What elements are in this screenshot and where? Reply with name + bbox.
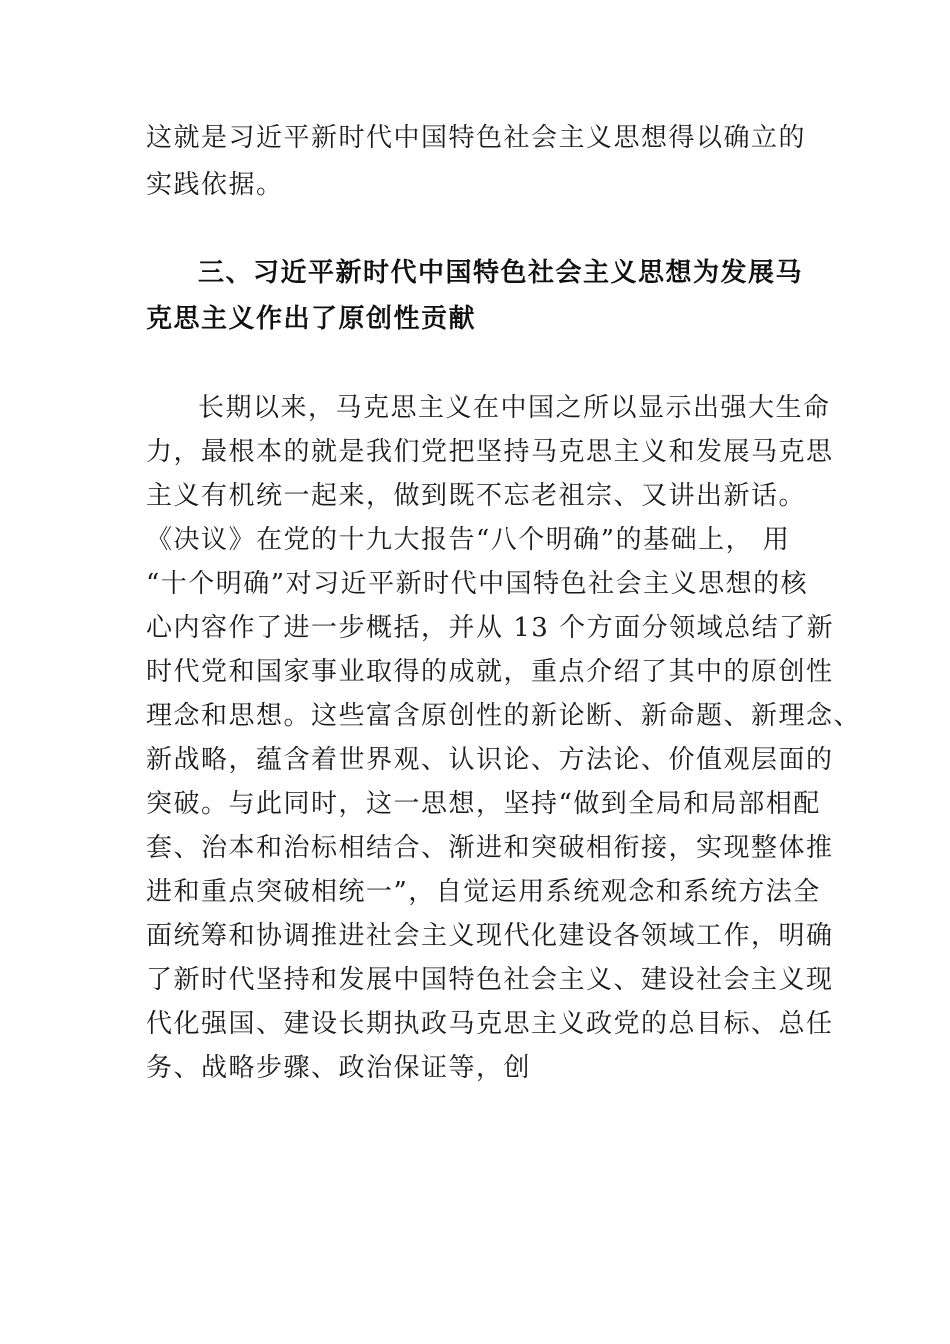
body-line-6: 心内容作了进一步概括，并从 13 个方面分领域总结了新 <box>146 613 835 643</box>
body-line-14: 了新时代坚持和发展中国特色社会主义、建设社会主义现 <box>146 965 834 995</box>
body-line-2: 力，最根本的就是我们党把坚持马克思主义和发展马克思 <box>146 437 834 467</box>
intro-line-1: 这就是习近平新时代中国特色社会主义思想得以确立的 <box>146 123 807 153</box>
body-line-8: 理念和思想。这些富含原创性的新论断、新命题、新理念、 <box>146 701 862 731</box>
body-line-7: 时代党和国家事业取得的成就，重点介绍了其中的原创性 <box>146 657 834 687</box>
body-line-13: 面统筹和协调推进社会主义现代化建设各领域工作，明确 <box>146 921 834 951</box>
body-line-10: 突破。与此同时，这一思想，坚持“做到全局和局部相配 <box>146 789 821 819</box>
body-line-16: 务、战略步骤、政治保证等，创 <box>146 1053 532 1083</box>
body-line-5: “十个明确”对习近平新时代中国特色社会主义思想的核 <box>146 569 809 599</box>
body-line-1: 长期以来，马克思主义在中国之所以显示出强大生命 <box>198 393 831 423</box>
section-heading-line-2: 克思主义作出了原创性贡献 <box>146 304 477 334</box>
body-line-12: 进和重点突破相统一”，自觉运用系统观念和系统方法全 <box>146 877 821 907</box>
body-line-4: 《决议》在党的十九大报告“八个明确”的基础上， 用 <box>146 525 791 555</box>
intro-line-2: 实践依据。 <box>146 170 284 200</box>
body-line-11: 套、治本和治标相结合、渐进和突破相衔接，实现整体推 <box>146 833 834 863</box>
body-line-3: 主义有机统一起来，做到既不忘老祖宗、又讲出新话。 <box>146 481 807 511</box>
section-heading-line-1: 三、习近平新时代中国特色社会主义思想为发展马 <box>198 258 804 288</box>
body-line-9: 新战略，蕴含着世界观、认识论、方法论、价值观层面的 <box>146 745 834 775</box>
body-line-15: 代化强国、建设长期执政马克思主义政党的总目标、总任 <box>146 1009 834 1039</box>
